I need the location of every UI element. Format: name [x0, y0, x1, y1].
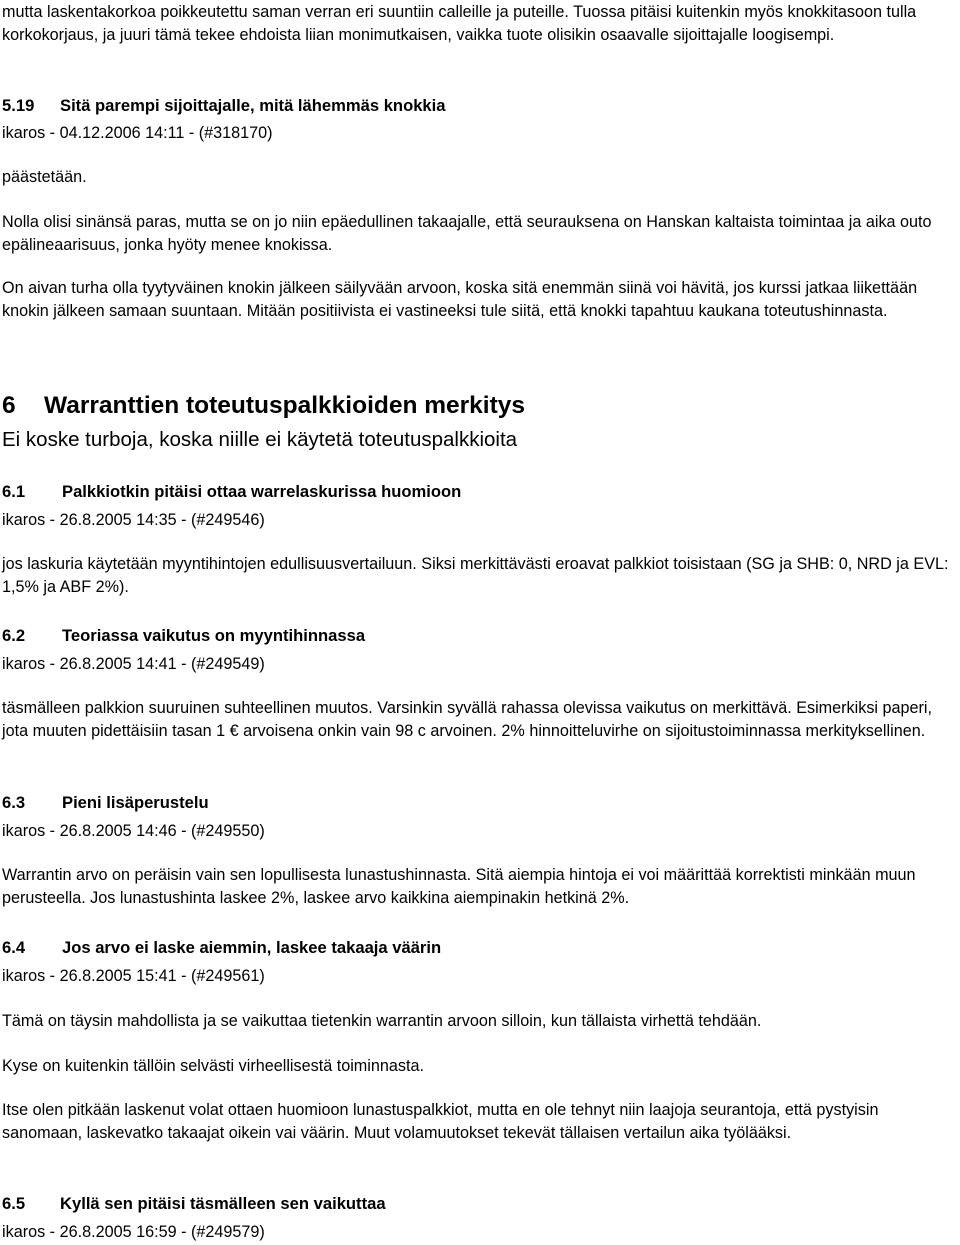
post-meta: ikaros - 26.8.2005 14:46 - (#249550)	[2, 822, 265, 840]
post-meta: ikaros - 26.8.2005 16:59 - (#249579)	[2, 1223, 265, 1241]
section-number: 6.5	[2, 1194, 26, 1213]
chapter-subtitle: Ei koske turboja, koska niille ei käytetä toteutuspalkkioita	[2, 428, 518, 451]
section-number: 6.1	[2, 482, 26, 501]
section-heading-6-2	[2, 625, 958, 647]
section-title: Sitä parempi sijoittajalle, mitä lähemmäs knokkia	[60, 96, 446, 115]
section-title: Jos arvo ei laske aiemmin, laskee takaaja väärin	[62, 938, 442, 957]
body-paragraph: täsmälleen palkkion suuruinen suhteellinen muutos. Varsinkin syvällä rahassa olevissa vaikutus on merkittävä. Esimerkiksi paperi, jota muuten pidettäisiin tasan 1 € arvoisena onkin vain 98 c arvoinen. 2% hinnoitteluvirhe on sijoitustoiminnassa merkityksellinen.	[2, 699, 933, 740]
section-heading-6-1	[2, 481, 958, 503]
post-meta: ikaros - 26.8.2005 14:35 - (#249546)	[2, 511, 265, 529]
post-meta: ikaros - 26.8.2005 15:41 - (#249561)	[2, 967, 265, 985]
body-paragraph: Kyse on kuitenkin tällöin selvästi virheellisestä toiminnasta.	[2, 1057, 424, 1075]
chapter-title: Warranttien toteutuspalkkioiden merkitys	[44, 392, 526, 419]
section-number: 6.2	[2, 626, 26, 645]
body-paragraph: Nolla olisi sinänsä paras, mutta se on jo niin epäedullinen takaajalle, että seurauksena on Hanskan kaltaista toimintaa ja aika outo epälineaarisuus, jonka hyöty menee knokissa.	[2, 213, 932, 254]
intro-paragraph: mutta laskentakorkoa poikkeutettu saman verran eri suuntiin calleille ja puteille. Tuossa pitäisi kuitenkin myös knokkitasoon tulla korkokorjaus, ja juuri tämä tekee ehdoista liian monimutkaisen, vaikka tuote olisikin osaavalle sijoittajalle loogisempi.	[2, 3, 917, 44]
body-paragraph: päästetään.	[2, 168, 87, 186]
section-heading-6-5	[2, 1193, 958, 1215]
section-number: 6.4	[2, 938, 26, 957]
body-paragraph: Warrantin arvo on peräisin vain sen lopullisesta lunastushinnasta. Sitä aiempia hintoja ei voi määrittää korrektisti minkään muun perusteella. Jos lunastushinta laskee 2%, laskee arvo kaikkina aiempinakin hetkinä 2%.	[2, 866, 916, 907]
section-title: Pieni lisäperustelu	[62, 793, 209, 812]
chapter-heading-6	[2, 391, 958, 421]
body-paragraph: jos laskuria käytetään myyntihintojen edullisuusvertailuun. Siksi merkittävästi eroavat palkkiot toisistaan (SG ja SHB: 0, NRD ja EVL: 1,5% ja ABF 2%).	[2, 555, 949, 596]
section-title: Teoriassa vaikutus on myyntihinnassa	[62, 626, 366, 645]
section-heading-6-4	[2, 937, 958, 959]
section-number: 6.3	[2, 793, 26, 812]
section-title: Palkkiotkin pitäisi ottaa warrelaskurissa huomioon	[62, 482, 462, 501]
body-paragraph: On aivan turha olla tyytyväinen knokin jälkeen säilyvään arvoon, koska sitä enemmän siinä voi hävitä, jos kurssi jatkaa liikettään knokin jälkeen samaan suuntaan. Mitään positiivista ei vastineeksi tule siitä, että knokki tapahtuu kaukana toteutushinnasta.	[2, 279, 918, 320]
body-paragraph: Itse olen pitkään laskenut volat ottaen huomioon lunastuspalkkiot, mutta en ole tehnyt niin laajoja seurantoja, että pystyisin sanomaan, laskevatko takaajat oikein vai väärin. Muut volamuutokset tekevät tällaisen vertailun aika työlääksi.	[2, 1101, 879, 1142]
post-meta: ikaros - 04.12.2006 14:11 - (#318170)	[2, 124, 273, 142]
section-heading-6-3	[2, 792, 958, 814]
chapter-number: 6	[2, 392, 16, 419]
post-meta: ikaros - 26.8.2005 14:41 - (#249549)	[2, 655, 265, 673]
section-heading-5-19	[2, 95, 958, 117]
body-paragraph: Tämä on täysin mahdollista ja se vaikuttaa tietenkin warrantin arvoon silloin, kun tällaista virhettä tehdään.	[2, 1012, 762, 1030]
section-title: Kyllä sen pitäisi täsmälleen sen vaikuttaa	[60, 1194, 386, 1213]
section-number: 5.19	[2, 96, 35, 115]
